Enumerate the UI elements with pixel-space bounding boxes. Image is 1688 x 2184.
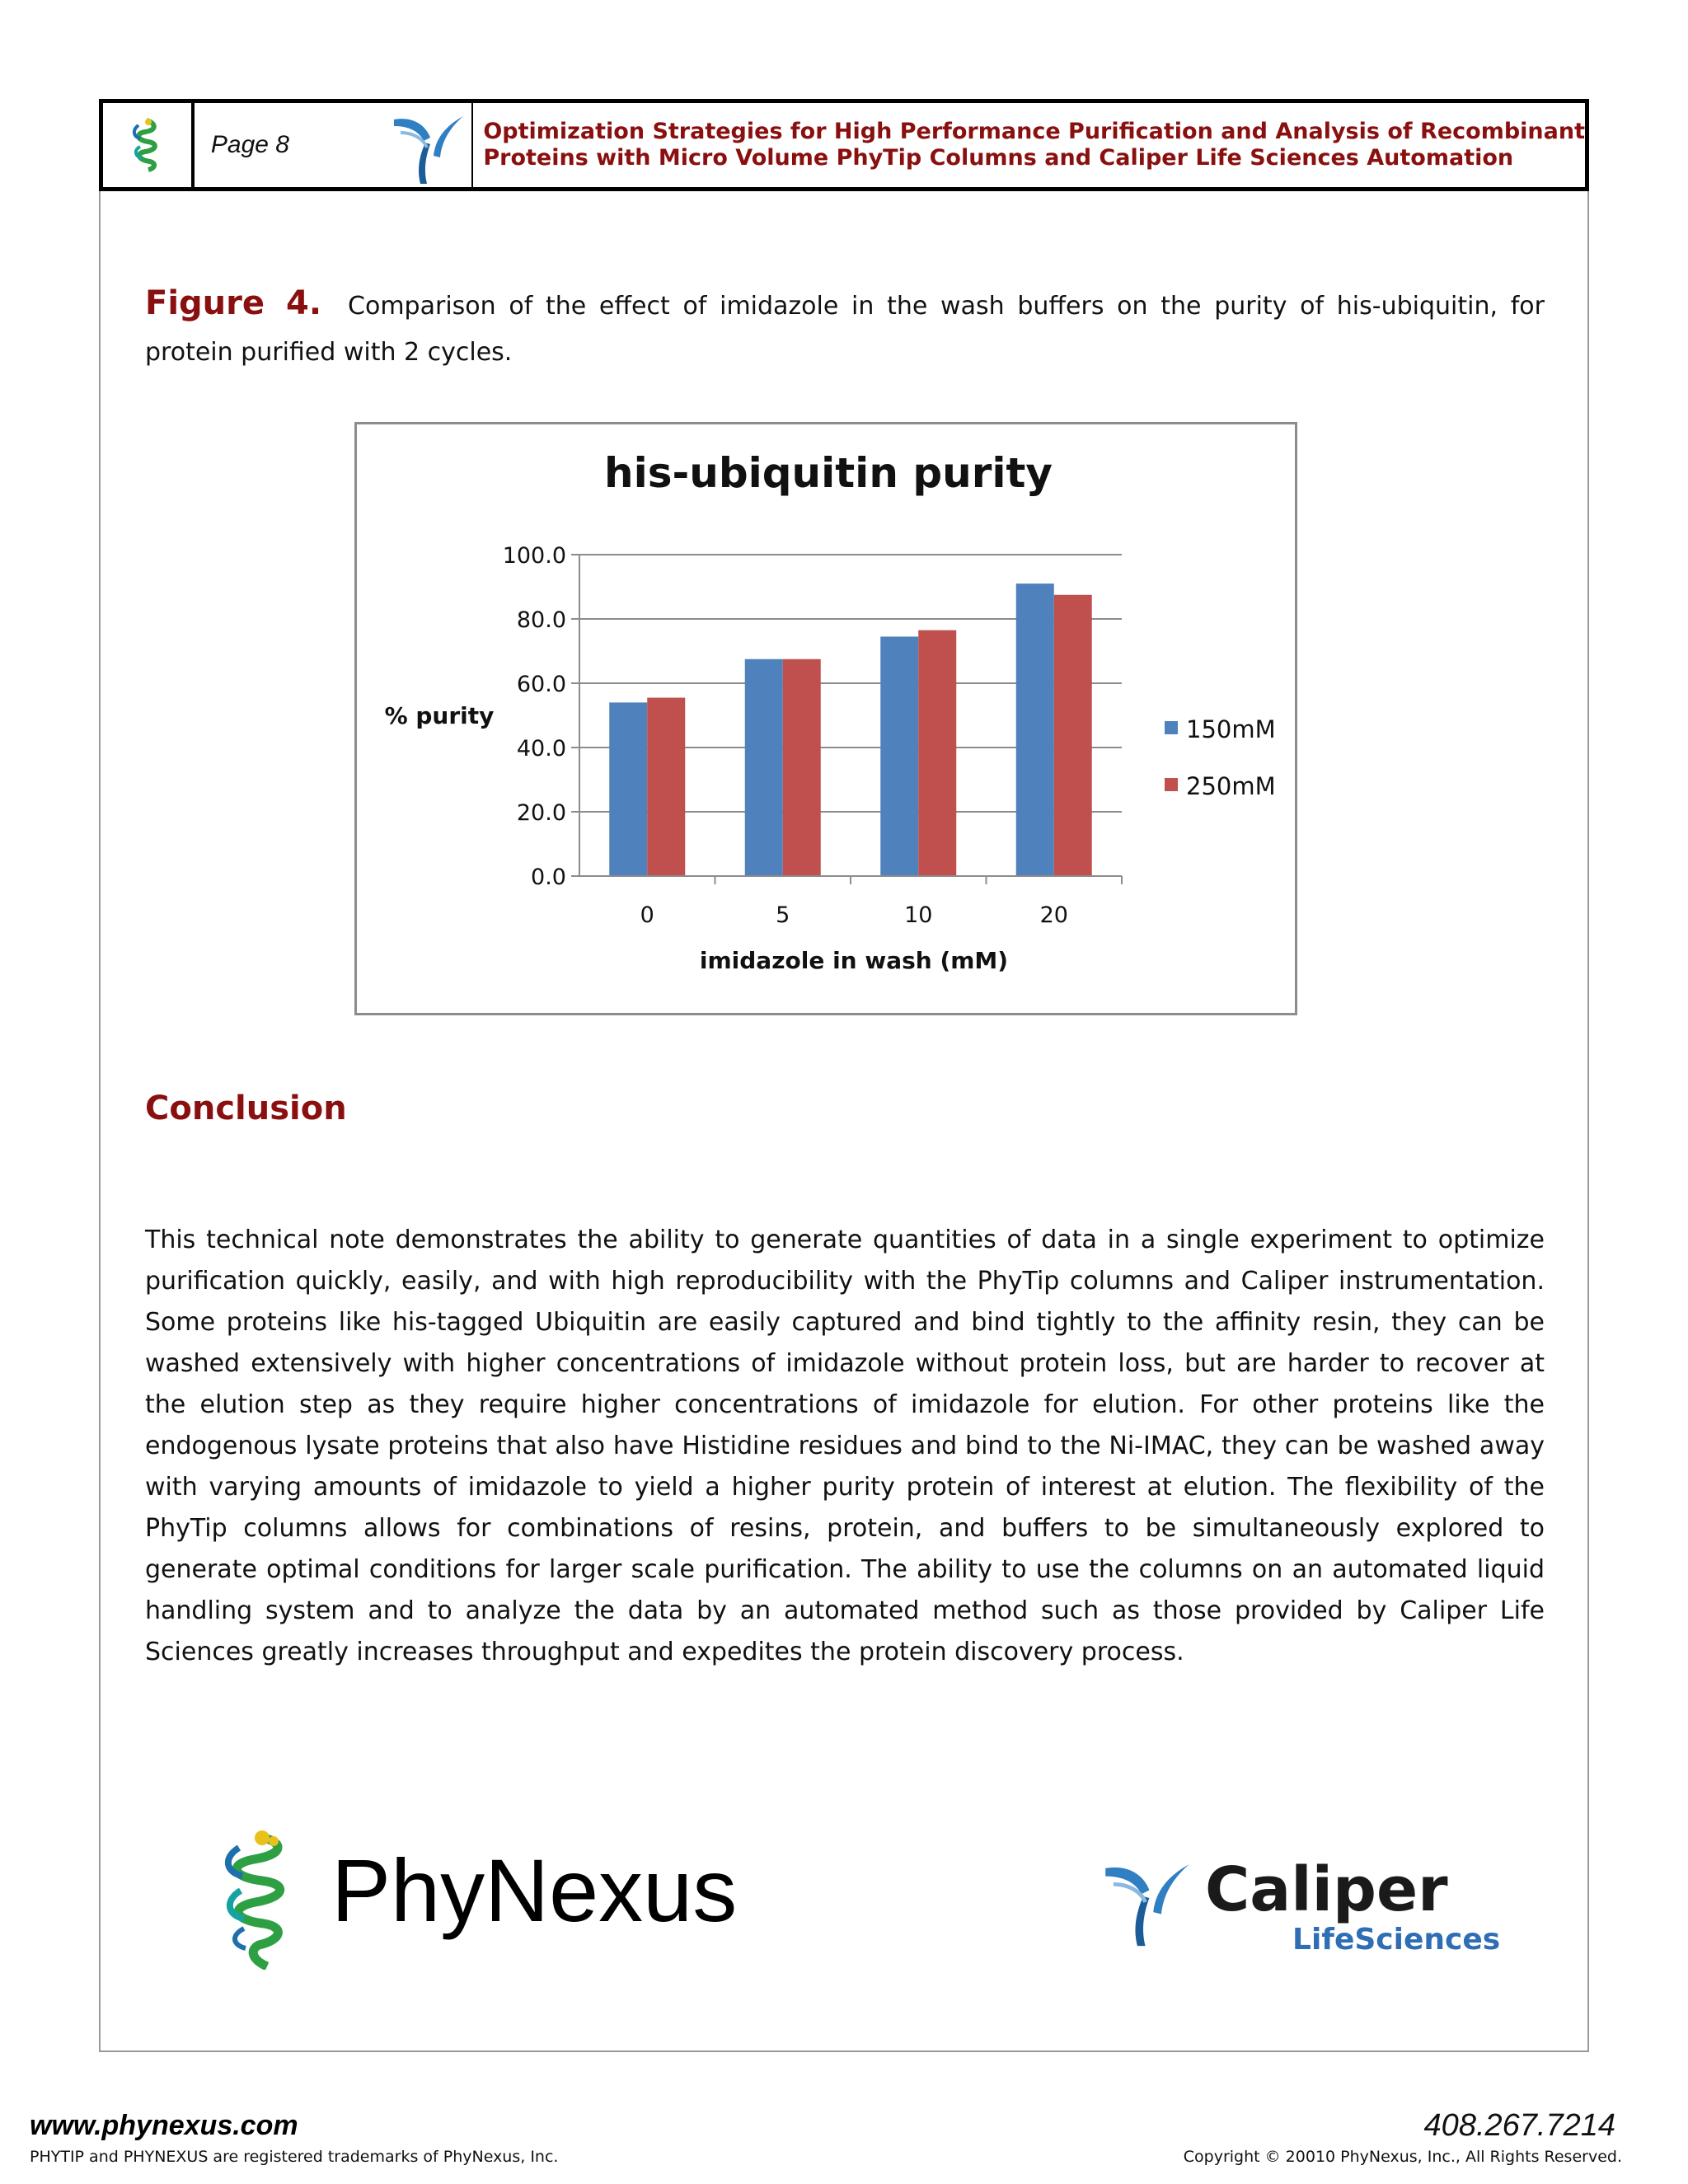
figure-label: Figure 4. [145,284,322,322]
bar-chart [357,424,1295,1013]
bar-250mM-20 [1054,595,1092,876]
bar-150mM-10 [880,636,918,876]
y-tick-label: 60.0 [516,672,566,697]
title-line-1: Optimization Strategies for High Performance Purification and Analysis of Recombinant [483,119,1585,144]
caliper-subtitle: LifeSciences [1292,1923,1501,1957]
chart-title: his-ubiquitin purity [603,449,1053,497]
footer-website-link[interactable]: www.phynexus.com [30,2110,298,2141]
y-tick-label: 20.0 [516,800,566,826]
legend-swatch [1165,778,1178,791]
legend [1165,715,1276,800]
bar-250mM-0 [647,698,685,876]
legend-label: 150mM [1186,715,1276,743]
x-tick-label: 0 [640,902,654,928]
header-protein-cell [103,103,195,187]
bar-150mM-20 [1016,583,1054,876]
title-line-2: Proteins with Micro Volume PhyTip Columns and Caliper Life Sciences Automation [483,145,1514,171]
phynexus-wordmark: PhyNexus [331,1840,738,1940]
y-tick-label: 100.0 [502,543,566,569]
phynexus-logo [216,1830,793,1970]
page-frame [99,99,1589,2052]
bar-150mM-5 [745,659,783,876]
page-number: Page 8 [210,131,289,158]
caliper-logo-mark [1096,1854,1198,1950]
x-tick-label: 10 [904,902,933,928]
bar-150mM-0 [609,702,647,876]
y-axis-label: % purity [384,702,495,729]
y-tick-label: 80.0 [516,607,566,633]
header-page-cell [195,103,473,187]
figure-caption [145,280,1545,376]
caliper-logo-mark [389,108,468,187]
y-tick-label: 40.0 [516,736,566,762]
footer-copyright: Copyright © 20010 PhyNexus, Inc., All Rights Reserved. [1183,2148,1622,2166]
page-header [99,99,1589,191]
x-tick-label: 5 [776,902,790,928]
bar-250mM-5 [783,659,821,876]
caliper-logo [1096,1854,1525,1961]
footer-trademark: PHYTIP and PHYNEXUS are registered trademarks of PhyNexus, Inc. [30,2148,559,2166]
protein-structure-icon [130,117,163,173]
x-axis-label: imidazole in wash (mM) [699,947,1009,974]
conclusion-heading: Conclusion [145,1090,347,1127]
legend-swatch [1165,721,1178,734]
legend-label: 250mM [1186,772,1276,800]
caliper-wordmark: Caliper [1205,1854,1448,1925]
y-tick-label: 0.0 [531,865,566,890]
document-title [473,103,1585,187]
footer-phone: 408.267.7214 [1423,2108,1615,2143]
figure-caption-text: Comparison of the effect of imidazole in the wash buffers on the purity of his-ubiquitin, for protein purified with 2 cycles. [145,292,1545,367]
x-tick-label: 20 [1039,902,1068,928]
protein-structure-icon [216,1830,307,1970]
bar-250mM-10 [918,630,956,876]
bars [609,583,1092,876]
chart-container [354,422,1297,1015]
conclusion-text: This technical note demonstrates the ability to generate quantities of data in a single experiment to optimize purification quickly, easily, and with high reproducibility with the PhyTip columns and Caliper instrumentation. Some proteins like his-tagged Ubiquitin are easily captured and bind tightly to the affinity resin, they can be washed extensively with higher concentrations of imidazole without protein loss, but are harder to recover at the elution step as they require higher concentrations of imidazole for elution. For other proteins like the endogenous lysate proteins that also have Histidine residues and bind to the Ni-IMAC, they can be washed away with varying amounts of imidazole to yield a higher purity protein of interest at elution. The flexibility of the PhyTip columns allows for combinations of resins, protein, and buffers to be simultaneously explored to generate optimal conditions for larger scale purification. The ability to use the columns on an automated liquid handling system and to analyze the data by an automated method such as those provided by Caliper Life Sciences greatly increases throughput and expedites the protein discovery process. [145,1226,1545,1666]
